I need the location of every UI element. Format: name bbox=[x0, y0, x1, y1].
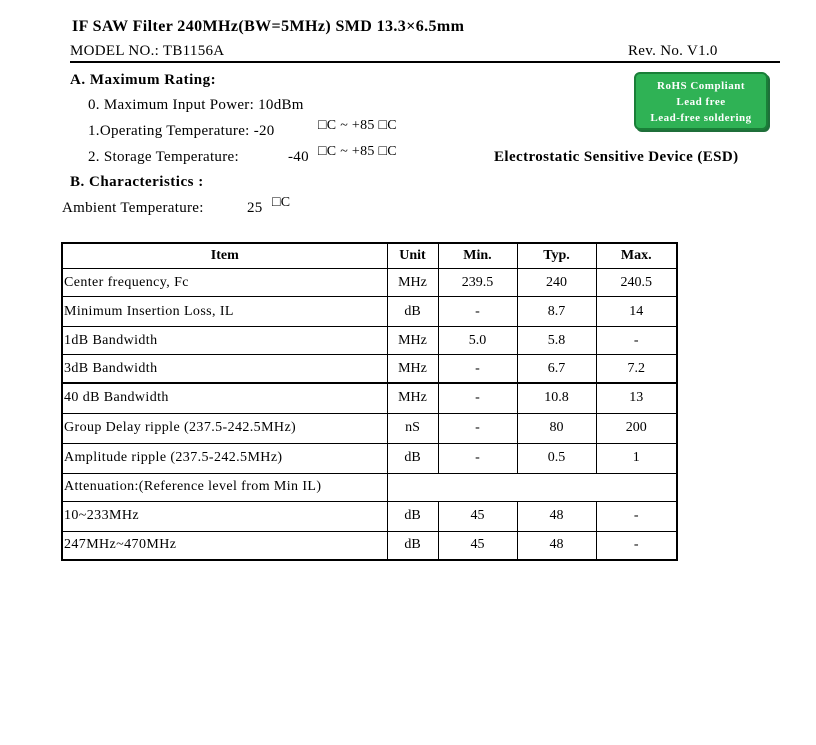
ambient-temperature-label: Ambient Temperature: bbox=[62, 200, 204, 216]
table-row bbox=[62, 269, 677, 297]
row-item: Center frequency, Fc bbox=[62, 269, 387, 297]
rohs-badge bbox=[634, 72, 768, 130]
row-unit: nS bbox=[387, 413, 438, 443]
row-item: Amplitude ripple (237.5-242.5MHz) bbox=[62, 443, 387, 473]
table-row bbox=[62, 383, 677, 413]
storage-temperature: 2. Storage Temperature: bbox=[88, 149, 239, 165]
attenuation-label: Attenuation:(Reference level from Min IL) bbox=[62, 473, 387, 501]
attenuation-header-row bbox=[62, 473, 677, 501]
max-input-power: 0. Maximum Input Power: 10dBm bbox=[88, 97, 304, 113]
revision-number: Rev. No. V1.0 bbox=[628, 43, 718, 59]
attenuation-blank bbox=[387, 473, 677, 501]
row-min: 5.0 bbox=[438, 327, 517, 355]
row-unit: MHz bbox=[387, 383, 438, 413]
storage-temperature-min: -40 bbox=[288, 149, 309, 165]
section-b-heading: B. Characteristics : bbox=[70, 174, 204, 190]
row-typ: 10.8 bbox=[517, 383, 596, 413]
esd-note: Electrostatic Sensitive Device (ESD) bbox=[494, 149, 739, 165]
storage-temperature-range: □C ~ +85 □C bbox=[318, 144, 397, 159]
rohs-badge-line1: RoHS Compliant bbox=[657, 80, 745, 92]
row-min: 45 bbox=[438, 531, 517, 560]
row-min: 45 bbox=[438, 501, 517, 531]
row-item: 3dB Bandwidth bbox=[62, 355, 387, 384]
row-typ: 5.8 bbox=[517, 327, 596, 355]
row-max: 14 bbox=[596, 297, 677, 327]
operating-temperature-range: □C ~ +85 □C bbox=[318, 118, 397, 133]
row-typ: 80 bbox=[517, 413, 596, 443]
row-unit: dB bbox=[387, 531, 438, 560]
row-unit: dB bbox=[387, 501, 438, 531]
row-unit: MHz bbox=[387, 355, 438, 384]
row-item: Group Delay ripple (237.5-242.5MHz) bbox=[62, 413, 387, 443]
operating-temperature: 1.Operating Temperature: -20 bbox=[88, 123, 275, 139]
row-typ: 48 bbox=[517, 531, 596, 560]
row-max: 1 bbox=[596, 443, 677, 473]
row-max: 240.5 bbox=[596, 269, 677, 297]
row-item: 10~233MHz bbox=[62, 501, 387, 531]
table-row bbox=[62, 443, 677, 473]
row-max: 13 bbox=[596, 383, 677, 413]
header-unit: Unit bbox=[387, 243, 438, 269]
row-typ: 240 bbox=[517, 269, 596, 297]
table-row bbox=[62, 501, 677, 531]
rohs-badge-line2: Lead free bbox=[676, 96, 726, 108]
table-header-row bbox=[62, 243, 677, 269]
row-unit: dB bbox=[387, 443, 438, 473]
row-min: - bbox=[438, 297, 517, 327]
header-typ: Typ. bbox=[517, 243, 596, 269]
table-row bbox=[62, 355, 677, 384]
row-max: - bbox=[596, 531, 677, 560]
section-a-heading: A. Maximum Rating: bbox=[70, 72, 217, 88]
row-max: - bbox=[596, 501, 677, 531]
row-min: - bbox=[438, 413, 517, 443]
table-row bbox=[62, 531, 677, 560]
row-max: - bbox=[596, 327, 677, 355]
row-typ: 6.7 bbox=[517, 355, 596, 384]
row-item: 247MHz~470MHz bbox=[62, 531, 387, 560]
header-item: Item bbox=[62, 243, 387, 269]
ambient-temperature-unit: □C bbox=[272, 195, 291, 210]
row-min: - bbox=[438, 383, 517, 413]
row-max: 7.2 bbox=[596, 355, 677, 384]
header-divider bbox=[70, 61, 780, 63]
row-item: 40 dB Bandwidth bbox=[62, 383, 387, 413]
table-row bbox=[62, 297, 677, 327]
row-typ: 48 bbox=[517, 501, 596, 531]
document-title: IF SAW Filter 240MHz(BW=5MHz) SMD 13.3×6.5mm bbox=[72, 18, 465, 35]
ambient-temperature-value: 25 bbox=[247, 200, 263, 216]
model-number: MODEL NO.: TB1156A bbox=[70, 43, 225, 59]
row-typ: 8.7 bbox=[517, 297, 596, 327]
row-unit: MHz bbox=[387, 327, 438, 355]
header-max: Max. bbox=[596, 243, 677, 269]
row-item: 1dB Bandwidth bbox=[62, 327, 387, 355]
row-item: Minimum Insertion Loss, IL bbox=[62, 297, 387, 327]
header-min: Min. bbox=[438, 243, 517, 269]
row-typ: 0.5 bbox=[517, 443, 596, 473]
row-min: - bbox=[438, 355, 517, 384]
table-row bbox=[62, 327, 677, 355]
row-max: 200 bbox=[596, 413, 677, 443]
table-row bbox=[62, 413, 677, 443]
characteristics-table bbox=[61, 242, 678, 561]
row-min: 239.5 bbox=[438, 269, 517, 297]
row-min: - bbox=[438, 443, 517, 473]
row-unit: MHz bbox=[387, 269, 438, 297]
row-unit: dB bbox=[387, 297, 438, 327]
rohs-badge-line3: Lead-free soldering bbox=[650, 112, 752, 124]
